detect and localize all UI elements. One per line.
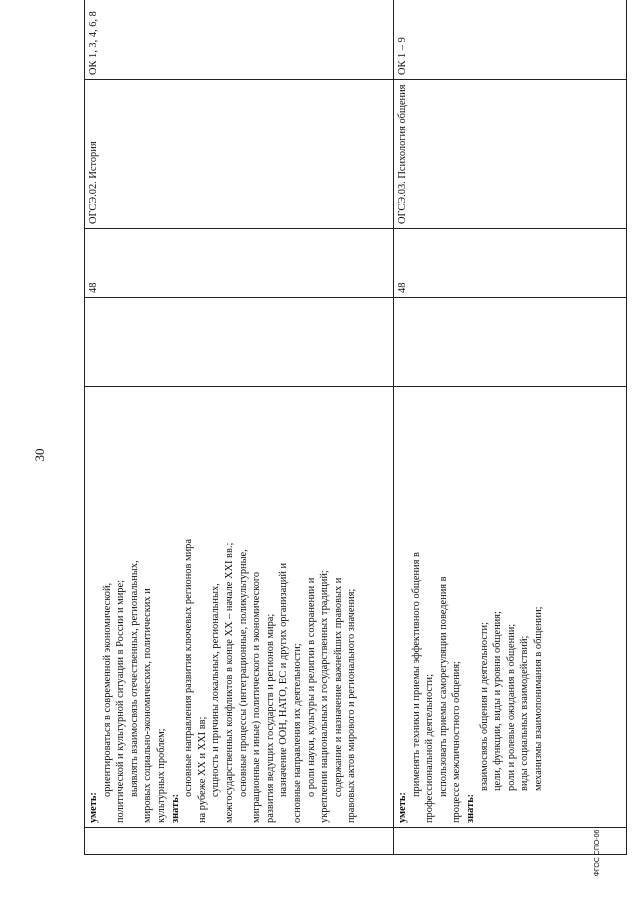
list-line: правовых актов мирового и регионального значения;: [346, 588, 358, 823]
list-line: использовать приемы саморегуляции поведения в: [437, 576, 449, 797]
page-number: 30: [32, 448, 47, 462]
list-line: политической и культурной ситуации в России и мире;: [115, 579, 127, 823]
discipline-cell: ОГСЭ.02. История: [85, 80, 394, 229]
list-line: механизмы взаимопонимания в общении;: [532, 606, 544, 791]
skills-knowledge-cell: [85, 387, 394, 828]
list-line: мировых социально-экономических, политических и: [142, 588, 154, 823]
knowledge-list: [478, 391, 546, 823]
list-line: ориентироваться в современной экономической,: [101, 582, 113, 797]
list-line: виды социальных взаимодействий;: [519, 635, 531, 791]
competencies-cell: ОК 1 – 9: [394, 0, 627, 80]
list-line: межгосударственных конфликтов в конце XX – начале XXI вв.;: [223, 542, 235, 823]
list-line: роли и ролевые ожидания в общении;: [505, 623, 517, 791]
skills-list: [410, 391, 464, 823]
knowledge-list: [182, 391, 359, 823]
discipline-cell: ОГСЭ.03. Психология общения: [394, 80, 627, 229]
list-line: миграционные и иные) политического и экономического: [251, 571, 263, 823]
blank-cell: [85, 828, 394, 855]
list-line: укреплении национальных и государственных традиций;: [319, 570, 331, 823]
skills-heading: уметь:: [397, 792, 408, 823]
hours-cell: 48: [394, 229, 627, 298]
table-row: [85, 0, 394, 855]
list-line: культурных проблем;: [155, 728, 167, 823]
list-line: развития ведущих государств и регионов мира;: [264, 613, 276, 823]
list-line: применять техники и приемы эффективного общения в: [410, 552, 422, 797]
list-line: о роли науки, культуры и религии в сохранении и: [305, 577, 317, 797]
competencies-cell: ОК 1, 3, 4, 6, 8: [85, 0, 394, 80]
knowledge-heading: знать:: [464, 793, 476, 823]
list-line: процессе межличностного общения;: [451, 661, 463, 823]
footer-code: ФГОС СПО-06: [594, 829, 601, 877]
list-line: профессиональной деятельности;: [424, 673, 436, 823]
list-line: цели, функции, виды и уровни общения;: [492, 611, 504, 791]
curriculum-table: [84, 0, 627, 855]
empty-cell: [85, 298, 394, 387]
skills-list: [101, 391, 169, 823]
list-line: основные процессы (интеграционные, поликультурные,: [237, 549, 249, 797]
list-line: взаимосвязь общения и деятельности;: [478, 622, 490, 791]
empty-cell: [394, 298, 627, 387]
knowledge-heading: знать:: [169, 793, 181, 823]
skills-heading: уметь:: [88, 792, 99, 823]
list-line: назначение ООН, НАТО, ЕС и других организаций и: [278, 562, 290, 797]
list-line: основные направления их деятельности;: [291, 643, 303, 823]
list-line: содержание и назначение важнейших правовых и: [332, 577, 344, 797]
list-line: основные направления развития ключевых регионов мира: [183, 539, 195, 797]
skills-knowledge-cell: [394, 387, 627, 828]
list-line: сущность и причины локальных, региональных,: [210, 583, 222, 797]
hours-cell: 48: [85, 229, 394, 298]
table-row: [394, 0, 627, 855]
list-line: на рубеже XX и XXI вв;: [196, 716, 208, 823]
list-line: выявлять взаимосвязь отечественных, региональных,: [128, 560, 140, 797]
curriculum-table-container: [84, 11, 616, 855]
